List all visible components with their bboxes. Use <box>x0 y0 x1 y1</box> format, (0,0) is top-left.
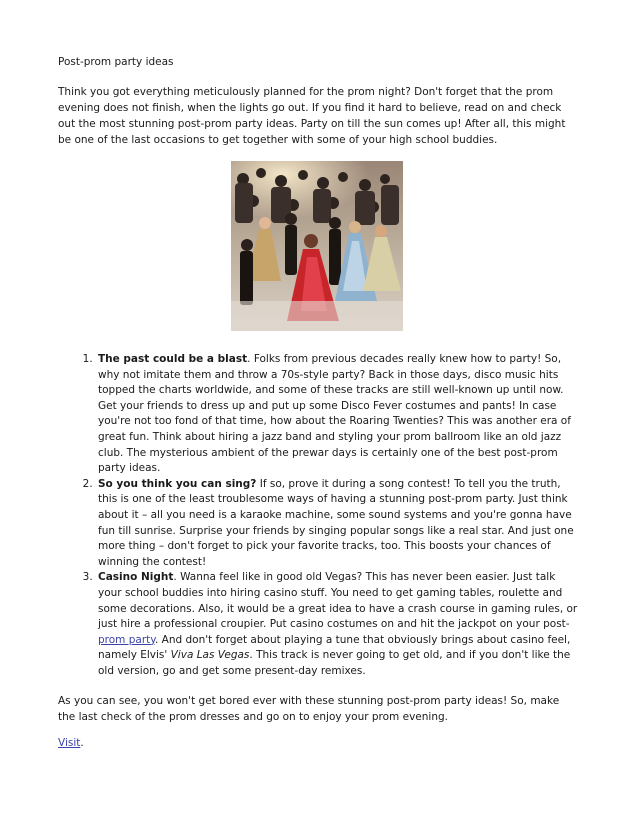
item-heading: Casino Night <box>98 571 174 584</box>
intro-paragraph: Think you got everything meticulously planned for the prom night? Don't forget that the prom evening does not finish, when the lights go out. If you find it hard to believe, read on and check out the most stunning post-prom party ideas. Party on till the sun comes up! After all, this might be one of the last occasions to get together with some of your high school buddies. <box>58 86 566 146</box>
item-text: . And don't forget about playing a tune that obviously brings about casino feel, namely Elvis' <box>98 633 571 662</box>
prom-photo <box>231 161 403 331</box>
item-text: If so, prove it during a song contest! To tell you the truth, this is one of the least troublesome ways of having a stunning post-prom party. Just think about it – all you need is a karaoke machine, some sound systems and you're gonna have fun till sunrise. Surprise your friends by singing popular songs like a real star. And just one more thing – don't forget to pick your favorite tracks, too. This boosts your chances of winning the contest! <box>98 477 574 568</box>
document-page <box>58 54 578 751</box>
party-ideas-list <box>58 352 578 679</box>
item-heading: The past could be a blast <box>98 353 248 365</box>
item-heading: So you think you can sing? <box>98 477 257 490</box>
outro-paragraph: As you can see, you won't get bored ever with these stunning post-prom party ideas! So, make the last check of the prom dresses and go on to enjoy your prom evening. <box>58 695 560 724</box>
list-item-past-blast <box>96 352 578 477</box>
visit-suffix: . <box>80 737 84 750</box>
song-title: Viva Las Vegas <box>170 649 250 662</box>
prom-photo-image <box>231 161 403 331</box>
visit-line <box>58 735 578 751</box>
item-text: . Folks from previous decades really knew how to party! So, why not imitate them and throw a 70s-style party? Back in those days, disco music hits topped the charts worldwide, and some of these tracks are still well-known up until now. Get your friends to dress up and put up some Disco Fever costumes and pants! In case you're not too fond of that time, how about the Roaring Twenties? This was another era of great fun. Think about hiring a jazz band and styling your prom ballroom like an old jazz club. The mysterious ambient of the prewar days is certainly one of the best post-prom party ideas. <box>98 353 571 475</box>
item-text: . Wanna feel like in good old Vegas? This has never been easier. Just talk your school buddies into hiring casino stuff. You need to get gaming tables, roulette and some decorations. Also, it would be a great idea to have a crash course in gaming rules, or just hire a professional croupier. Put casino costumes on and hit the jackpot on your post- <box>98 571 578 631</box>
document-title: Post-prom party ideas <box>58 56 174 68</box>
item-text: . This track is never going to get old, and if you don't like the old version, go and get some present-day remixes. <box>98 649 571 677</box>
list-item-casino-night <box>96 570 578 679</box>
visit-link[interactable]: Visit <box>58 737 81 750</box>
prom-party-link[interactable]: prom party <box>98 633 155 646</box>
list-item-sing-contest <box>96 477 578 571</box>
